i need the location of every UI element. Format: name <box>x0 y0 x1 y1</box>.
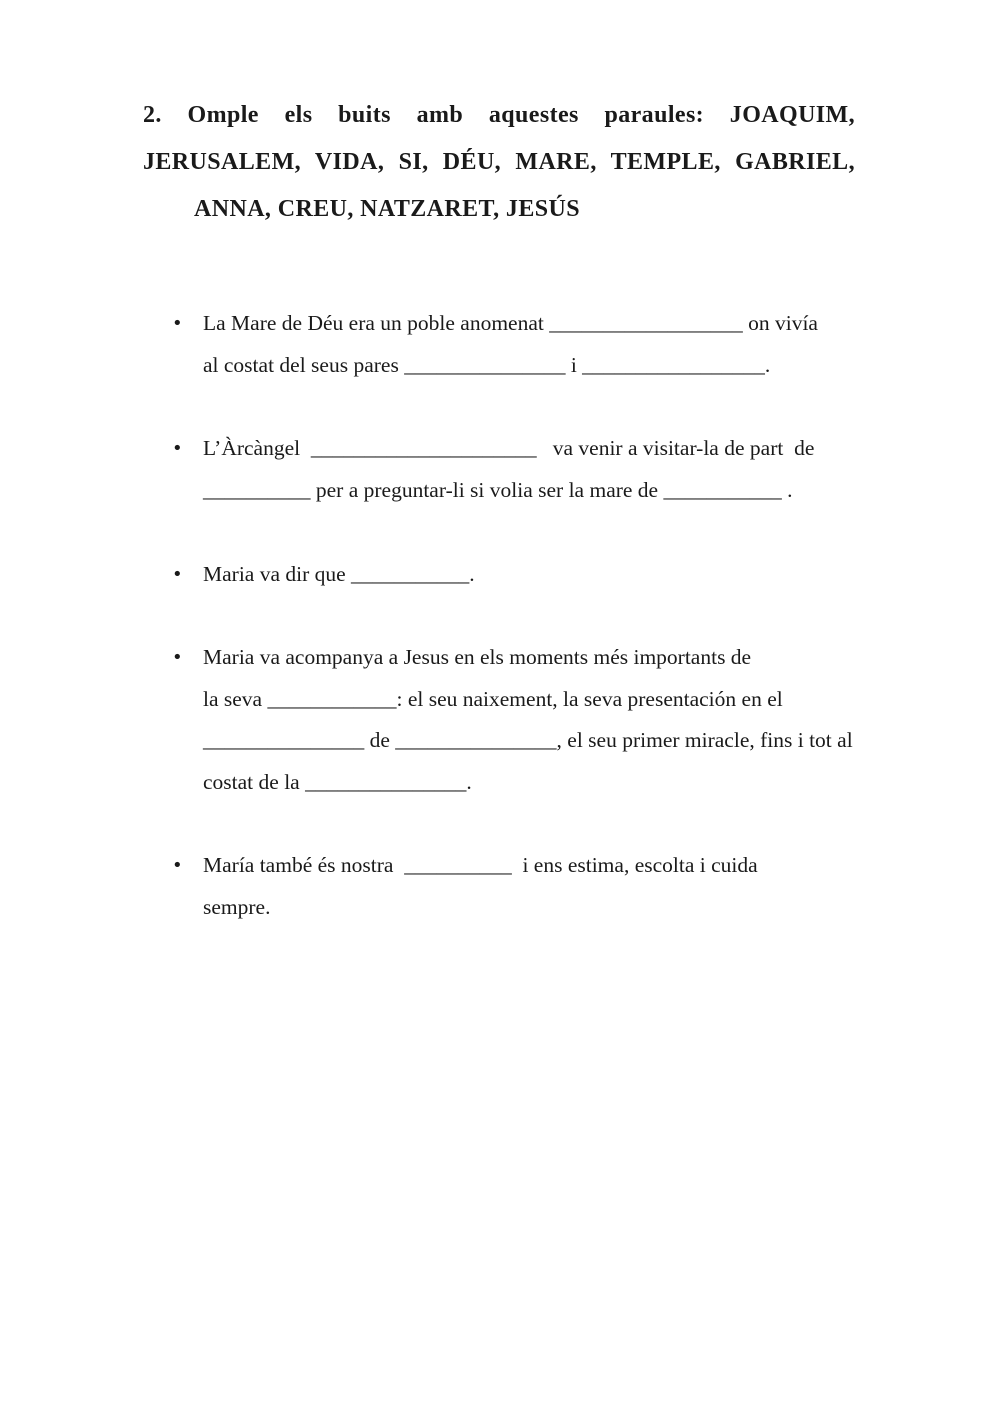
title-line-2: JERUSALEM, VIDA, SI, DÉU, MARE, TEMPLE, GABRIEL, <box>143 149 855 175</box>
item-1-line-1: La Mare de Déu era un poble anomenat __________________ on vivía <box>203 311 818 335</box>
item-5-line-2: sempre. <box>203 894 271 919</box>
item-2-line-2: __________ per a preguntar-li si volia ser la mare de ___________ . <box>203 477 793 502</box>
exercise-title <box>143 92 855 233</box>
item-5-line-1: María també és nostra __________ i ens estima, escolta i cuida <box>203 853 758 877</box>
list-item-3 <box>172 554 872 596</box>
bullet-icon: • <box>172 438 183 459</box>
item-4-line-4: costat de la _______________. <box>203 769 472 794</box>
item-1-line-2: al costat del seus pares _______________ i _________________. <box>203 352 771 377</box>
item-4-line-1: Maria va acompanya a Jesus en els moments més importants de <box>203 645 752 669</box>
item-4-line-2: la seva ____________: el seu naixement, la seva presentación en el <box>203 686 783 711</box>
title-line-1: 2. Omple els buits amb aquestes paraules: JOAQUIM, <box>143 102 855 128</box>
bullet-icon: • <box>172 564 183 585</box>
item-2-line-1: L’Àrcàngel _____________________ va venir a visitar-la de part de <box>203 436 815 460</box>
list-item-2 <box>172 428 872 511</box>
list-item-4 <box>172 637 872 803</box>
bullet-icon: • <box>172 647 183 668</box>
bullet-icon: • <box>172 855 183 876</box>
title-line-3: ANNA, CREU, NATZARET, JESÚS <box>194 196 580 222</box>
list-item-5 <box>172 845 872 928</box>
item-3-line-1: Maria va dir que ___________. <box>203 562 475 586</box>
bullet-icon: • <box>172 313 183 334</box>
list-item-1 <box>172 303 872 386</box>
item-4-line-3: _______________ de _______________, el seu primer miracle, fins i tot al <box>203 728 853 752</box>
